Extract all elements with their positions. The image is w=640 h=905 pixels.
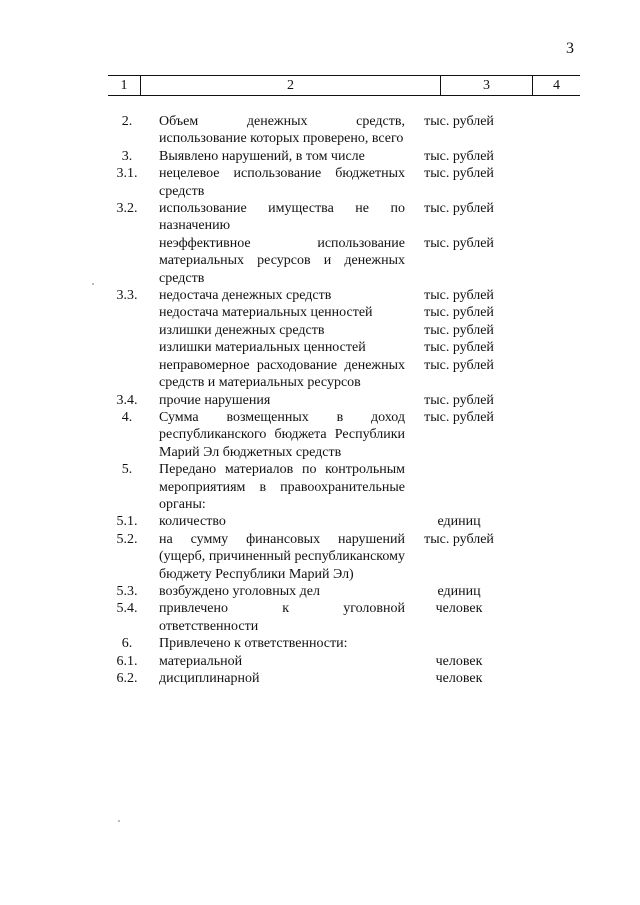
row-unit: человек (435, 653, 483, 669)
row-indicator: дисциплинарной (159, 671, 260, 686)
row-unit: единиц (437, 514, 481, 530)
row-number: 6. (121, 636, 133, 652)
row-indicator: прочие нарушения (159, 392, 271, 408)
row-number: 3.4. (116, 392, 138, 408)
table-row (108, 600, 580, 635)
row-number: 2. (121, 114, 133, 129)
row-number: 4. (121, 409, 133, 425)
row-unit: тыс. рублей (424, 409, 494, 425)
row-number: 5.1. (116, 514, 138, 530)
table-header (108, 75, 580, 96)
row-indicator: материальной (159, 653, 243, 669)
row-unit: тыс. рублей (424, 305, 494, 321)
row-unit: человек (435, 601, 483, 617)
row-number (108, 235, 146, 287)
row-indicator: привлечено к уголовной ответственности (159, 601, 405, 634)
row-number (108, 339, 146, 356)
row-unit (411, 461, 507, 513)
row-number: 5.2. (116, 531, 138, 547)
table-row (108, 531, 580, 583)
row-indicator: неэффективное использование материальных ресурсов и денежных средств (159, 235, 405, 286)
row-unit: тыс. рублей (424, 531, 494, 547)
row-indicator: недостача денежных средств (159, 288, 332, 304)
row-unit: единиц (437, 583, 481, 599)
row-number (108, 304, 146, 321)
table-row (108, 339, 580, 356)
scan-speck (92, 283, 94, 285)
row-number: 5. (121, 462, 133, 478)
table-row (108, 322, 580, 339)
row-indicator: Передано материалов по контрольным мероприятиям в правоохранительные органы: (159, 462, 405, 512)
table-row (108, 235, 580, 287)
row-indicator: на сумму финансовых нарушений (ущерб, причиненный республиканскому бюджету Республики Марий Эл) (159, 531, 405, 582)
row-number (108, 322, 146, 339)
scan-speck (118, 820, 120, 822)
table-body (108, 113, 580, 687)
row-number: 3.3. (116, 288, 138, 304)
row-unit: тыс. рублей (424, 235, 494, 251)
row-number: 3. (121, 148, 133, 164)
row-unit: тыс. рублей (424, 166, 494, 182)
row-unit: тыс. рублей (424, 322, 494, 338)
table-row (108, 653, 580, 670)
row-unit: тыс. рублей (424, 114, 494, 129)
row-unit: тыс. рублей (424, 201, 494, 217)
table-row (108, 513, 580, 530)
table-row (108, 200, 580, 235)
row-unit: тыс. рублей (424, 357, 494, 373)
table-row (108, 670, 580, 687)
table-row (108, 113, 580, 148)
table-row (108, 287, 580, 304)
row-indicator: Привлечено к ответственности: (159, 636, 348, 652)
row-unit: человек (435, 671, 483, 686)
row-number: 5.4. (116, 601, 138, 617)
row-indicator: излишки материальных ценностей (159, 340, 366, 356)
row-indicator: Сумма возмещенных в доход республиканского бюджета Республики Марий Эл бюджетных средств (159, 409, 405, 460)
table-row (108, 304, 580, 321)
table-row (108, 357, 580, 392)
row-unit (411, 635, 507, 652)
page-number: 3 (566, 40, 574, 57)
header-col-3: 3 (441, 76, 533, 95)
table-row (108, 409, 580, 461)
row-number: 6.1. (116, 653, 138, 669)
row-unit: тыс. рублей (424, 148, 494, 164)
header-col-4: 4 (553, 77, 560, 93)
table-row (108, 165, 580, 200)
row-number: 6.2. (116, 671, 138, 686)
row-unit: тыс. рублей (424, 340, 494, 356)
row-indicator: количество (159, 514, 226, 530)
row-indicator: использование имущества не по назначению (159, 201, 405, 234)
row-indicator: возбуждено уголовных дел (159, 583, 320, 599)
row-unit: тыс. рублей (424, 288, 494, 304)
row-indicator: неправомерное расходование денежных средств и материальных ресурсов (159, 357, 405, 391)
row-unit: тыс. рублей (424, 392, 494, 408)
table-row (108, 635, 580, 652)
header-col-1: 1 (108, 76, 141, 95)
row-number: 3.2. (116, 201, 138, 217)
table-row (108, 392, 580, 409)
header-col-2: 2 (141, 76, 441, 95)
table-row (108, 148, 580, 165)
row-indicator: Объем денежных средств, использование которых проверено, всего (159, 114, 405, 147)
row-number: 5.3. (116, 583, 138, 599)
row-number: 3.1. (116, 166, 138, 182)
row-indicator: излишки денежных средств (159, 322, 325, 338)
row-number (108, 357, 146, 392)
row-indicator: Выявлено нарушений, в том числе (159, 148, 365, 164)
row-indicator: нецелевое использование бюджетных средств (159, 166, 405, 199)
table-row (108, 461, 580, 513)
row-indicator: недостача материальных ценностей (159, 305, 373, 321)
table-row (108, 583, 580, 600)
